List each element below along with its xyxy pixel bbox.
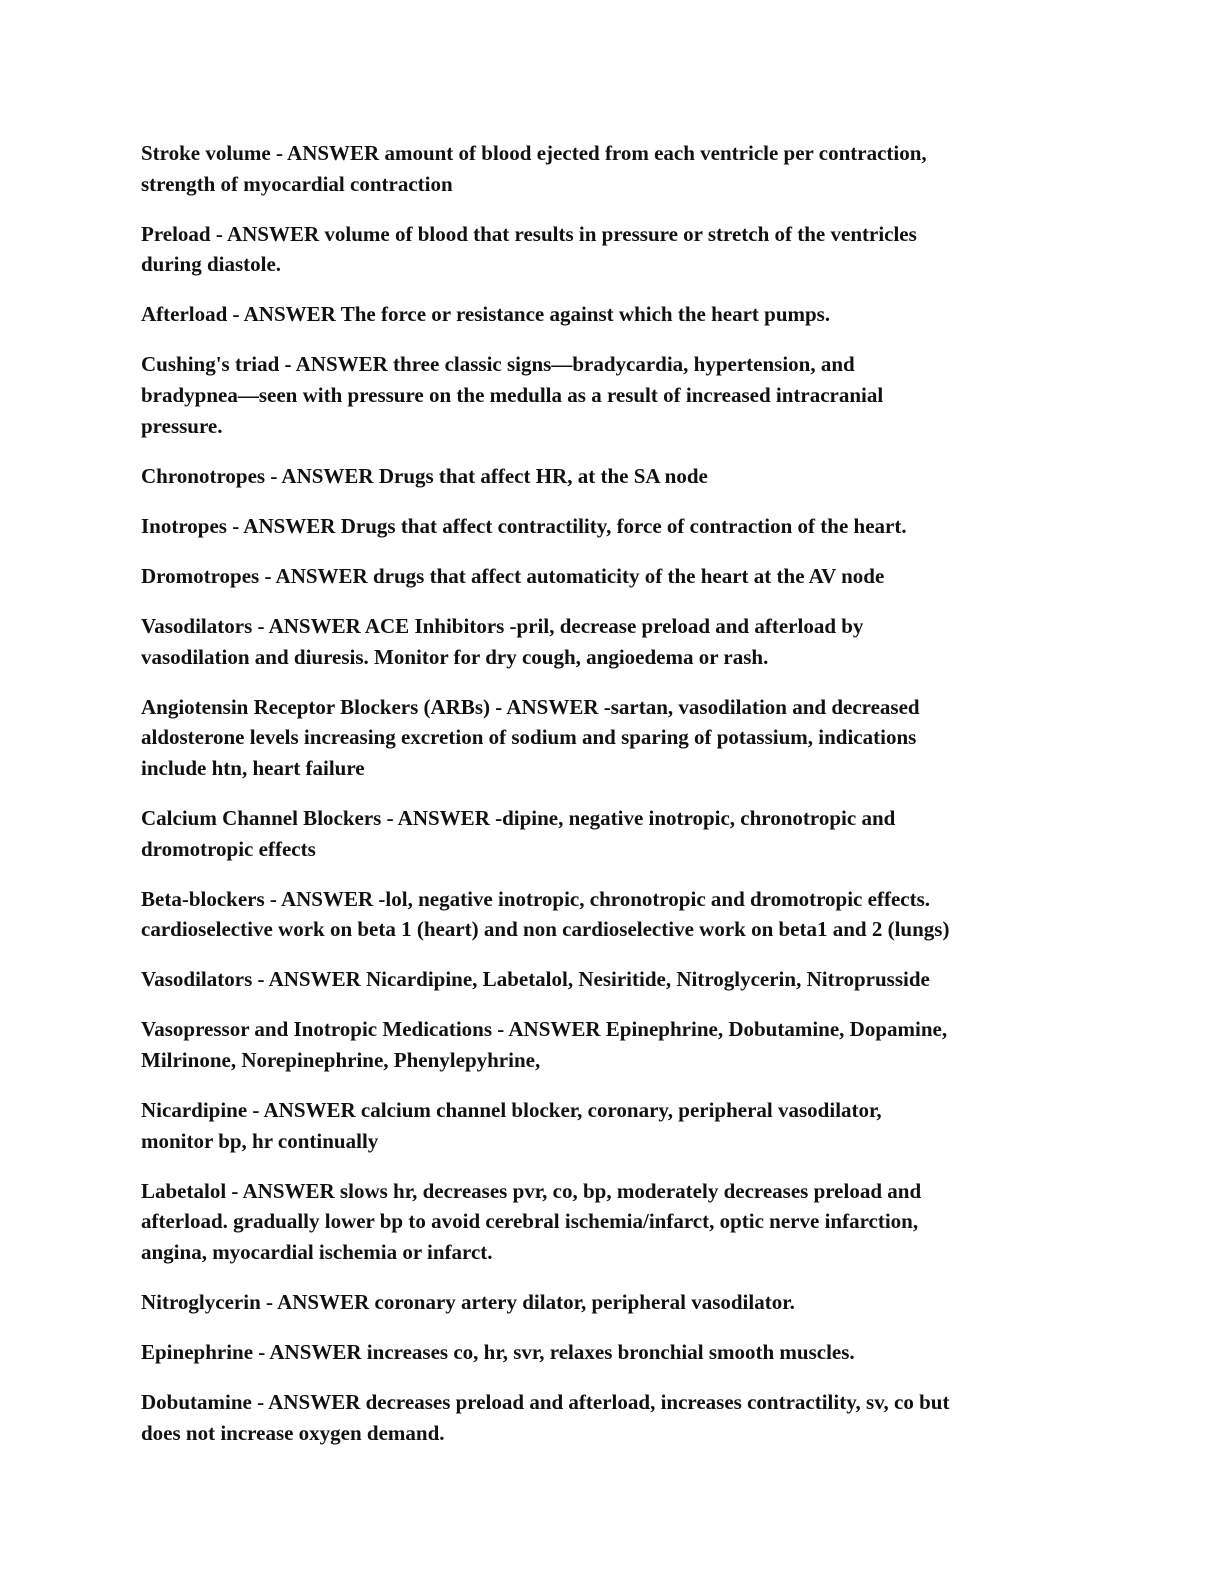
flashcard-entry (141, 561, 949, 592)
flashcard-entry (141, 692, 949, 784)
entry-text-line: Preload - ANSWER volume of blood that results in pressure or stretch of the ventricles (141, 221, 917, 246)
entry-text-line: Vasodilators - ANSWER Nicardipine, Labetalol, Nesiritide, Nitroglycerin, Nitroprusside (141, 967, 930, 992)
flashcard-entry (141, 349, 949, 441)
entry-text-line: Dobutamine - ANSWER decreases preload and afterload, increases contractility, sv, co but (141, 1390, 950, 1415)
entry-text-line: dromotropic effects (141, 836, 316, 861)
entry-text-line: Nitroglycerin - ANSWER coronary artery dilator, peripheral vasodilator. (141, 1290, 795, 1315)
entry-text-line: strength of myocardial contraction (141, 171, 453, 196)
flashcard-entry (141, 1387, 949, 1448)
entry-text-line: Calcium Channel Blockers - ANSWER -dipine, negative inotropic, chronotropic and (141, 806, 896, 830)
flashcard-entry (141, 461, 949, 492)
flashcard-entry (141, 219, 949, 280)
flashcard-entry (141, 611, 949, 672)
flashcard-entry (141, 1014, 949, 1075)
entry-text-line: Vasopressor and Inotropic Medications - ANSWER Epinephrine, Dobutamine, Dopamine, (141, 1017, 948, 1042)
flashcard-entry (141, 1337, 949, 1368)
entry-text-line: afterload. gradually lower bp to avoid cerebral ischemia/infarct, optic nerve infarction, (141, 1209, 919, 1234)
entry-text-line: Vasodilators - ANSWER ACE Inhibitors -pril, decrease preload and afterload by (141, 614, 864, 639)
entry-text-line: Epinephrine - ANSWER increases co, hr, svr, relaxes bronchial smooth muscles. (141, 1340, 855, 1365)
entry-text-line: Milrinone, Norepinephrine, Phenylepyhrine, (141, 1048, 541, 1073)
entry-text-line: Afterload - ANSWER The force or resistance against which the heart pumps. (141, 302, 831, 327)
entry-text-line: Cushing's triad - ANSWER three classic signs—bradycardia, hypertension, and (141, 352, 855, 377)
flashcard-entry (141, 1287, 949, 1318)
entry-text-line: Inotropes - ANSWER Drugs that affect contractility, force of contraction of the heart. (141, 513, 907, 538)
flashcard-entry (141, 803, 949, 864)
entry-text-line: bradypnea—seen with pressure on the medulla as a result of increased intracranial (141, 383, 884, 408)
entry-text-line: Chronotropes - ANSWER Drugs that affect HR, at the SA node (141, 463, 708, 488)
flashcard-entry (141, 884, 949, 945)
entry-text-line: does not increase oxygen demand. (141, 1420, 445, 1445)
entry-text-line: aldosterone levels increasing excretion of sodium and sparing of potassium, indications (141, 725, 917, 750)
entry-text-line: pressure. (141, 413, 223, 438)
flashcard-entry (141, 138, 949, 199)
entry-text-line: Beta-blockers - ANSWER -lol, negative inotropic, chronotropic and dromotropic effects. (141, 886, 930, 911)
entry-text-line: Nicardipine - ANSWER calcium channel blocker, coronary, peripheral vasodilator, (141, 1098, 882, 1123)
entry-text-line: include htn, heart failure (141, 755, 365, 780)
document-body (141, 138, 949, 1468)
entry-text-line: Dromotropes - ANSWER drugs that affect automaticity of the heart at the AV node (141, 563, 885, 588)
entry-text-line: vasodilation and diuresis. Monitor for dry cough, angioedema or rash. (141, 644, 769, 669)
entry-text-line: cardioselective work on beta 1 (heart) and non cardioselective work on beta1 and 2 (lungs) (141, 917, 950, 942)
entry-text-line: angina, myocardial ischemia or infarct. (141, 1240, 493, 1265)
entry-text-line: during diastole. (141, 252, 282, 277)
flashcard-entry (141, 299, 949, 330)
entry-text-line: Angiotensin Receptor Blockers (ARBs) - ANSWER -sartan, vasodilation and decreased (141, 694, 920, 719)
entry-text-line: Stroke volume - ANSWER amount of blood ejected from each ventricle per contraction, (141, 141, 927, 165)
entry-text-line: Labetalol - ANSWER slows hr, decreases pvr, co, bp, moderately decreases preload and (141, 1178, 922, 1203)
flashcard-entry (141, 1176, 949, 1268)
flashcard-entry (141, 1095, 949, 1156)
flashcard-entry (141, 964, 949, 995)
entry-text-line: monitor bp, hr continually (141, 1128, 379, 1153)
flashcard-entry (141, 511, 949, 542)
